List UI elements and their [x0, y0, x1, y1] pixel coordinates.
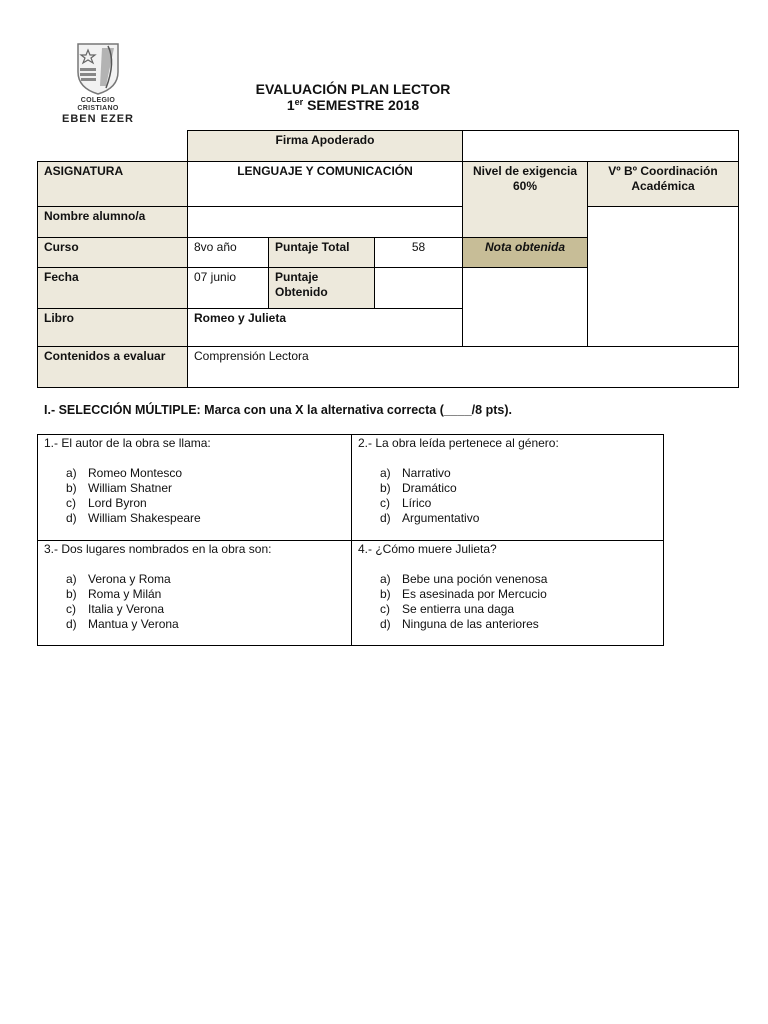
question-text: 2.- La obra leída pertenece al género: — [358, 436, 559, 450]
fecha-value: 07 junio — [187, 267, 269, 309]
puntaje-obtenido-field[interactable] — [374, 267, 463, 309]
question-text: 3.- Dos lugares nombrados en la obra son: — [44, 542, 272, 556]
option-d[interactable]: d) William Shakespeare — [66, 511, 201, 525]
nombre-alumno-label: Nombre alumno/a — [37, 206, 188, 238]
nombre-alumno-field[interactable] — [187, 206, 463, 238]
option-b[interactable]: b) Dramático — [380, 481, 457, 495]
option-d[interactable]: d) Ninguna de las anteriores — [380, 617, 539, 631]
logo-text: COLEGIO CRISTIANO — [77, 97, 119, 112]
puntaje-total-label: Puntaje Total — [268, 237, 375, 268]
puntaje-total-value: 58 — [374, 237, 463, 268]
question-2 — [351, 434, 664, 541]
section-title: I.- SELECCIÓN MÚLTIPLE: Marca con una X la alternativa correcta (____/8 pts). — [44, 403, 512, 417]
option-c[interactable]: c) Se entierra una daga — [380, 602, 515, 616]
libro-value: Romeo y Julieta — [187, 308, 463, 347]
contenidos-value: Comprensión Lectora — [187, 346, 739, 388]
question-text: 4.- ¿Cómo muere Julieta? — [358, 542, 497, 556]
option-a[interactable]: a) Romeo Montesco — [66, 466, 183, 480]
asignatura-value: LENGUAJE Y COMUNICACIÓN — [187, 161, 463, 207]
option-a[interactable]: a) Bebe una poción venenosa — [380, 572, 548, 586]
question-3 — [37, 540, 352, 646]
question-text: 1.- El autor de la obra se llama: — [44, 436, 211, 450]
school-crest-icon — [76, 42, 120, 96]
curso-label: Curso — [37, 237, 188, 268]
logo-school-name: EBEN EZER — [62, 113, 134, 125]
puntaje-obtenido-label: Puntaje Obtenido — [268, 267, 375, 309]
curso-value: 8vo año — [187, 237, 269, 268]
option-b[interactable]: b) William Shatner — [66, 481, 173, 495]
option-c[interactable]: c) Lírico — [380, 496, 432, 510]
firma-apoderado-label: Firma Apoderado — [187, 130, 463, 162]
option-d[interactable]: d) Argumentativo — [380, 511, 480, 525]
page-title: EVALUACIÓN PLAN LECTOR — [255, 81, 451, 97]
nota-obtenida-label: Nota obtenida — [462, 237, 588, 268]
visto-bueno-label: Vº Bº Coordinación Académica — [587, 161, 739, 207]
option-c[interactable]: c) Lord Byron — [66, 496, 147, 510]
option-b[interactable]: b) Es asesinada por Mercucio — [380, 587, 547, 601]
question-4 — [351, 540, 664, 646]
asignatura-label: ASIGNATURA — [37, 161, 188, 207]
school-logo — [50, 42, 146, 130]
visto-bueno-box — [587, 206, 739, 347]
nivel-exigencia-label: Nivel de exigencia 60% — [462, 161, 588, 238]
option-d[interactable]: d) Mantua y Verona — [66, 617, 179, 631]
page-subtitle: 1er SEMESTRE 2018 — [286, 97, 420, 113]
libro-label: Libro — [37, 308, 188, 347]
firma-apoderado-field[interactable] — [462, 130, 739, 162]
contenidos-label: Contenidos a evaluar — [37, 346, 188, 388]
option-b[interactable]: b) Roma y Milán — [66, 587, 162, 601]
question-1 — [37, 434, 352, 541]
nota-obtenida-field[interactable] — [462, 267, 588, 347]
option-a[interactable]: a) Narrativo — [380, 466, 451, 480]
fecha-label: Fecha — [37, 267, 188, 309]
option-c[interactable]: c) Italia y Verona — [66, 602, 165, 616]
option-a[interactable]: a) Verona y Roma — [66, 572, 171, 586]
